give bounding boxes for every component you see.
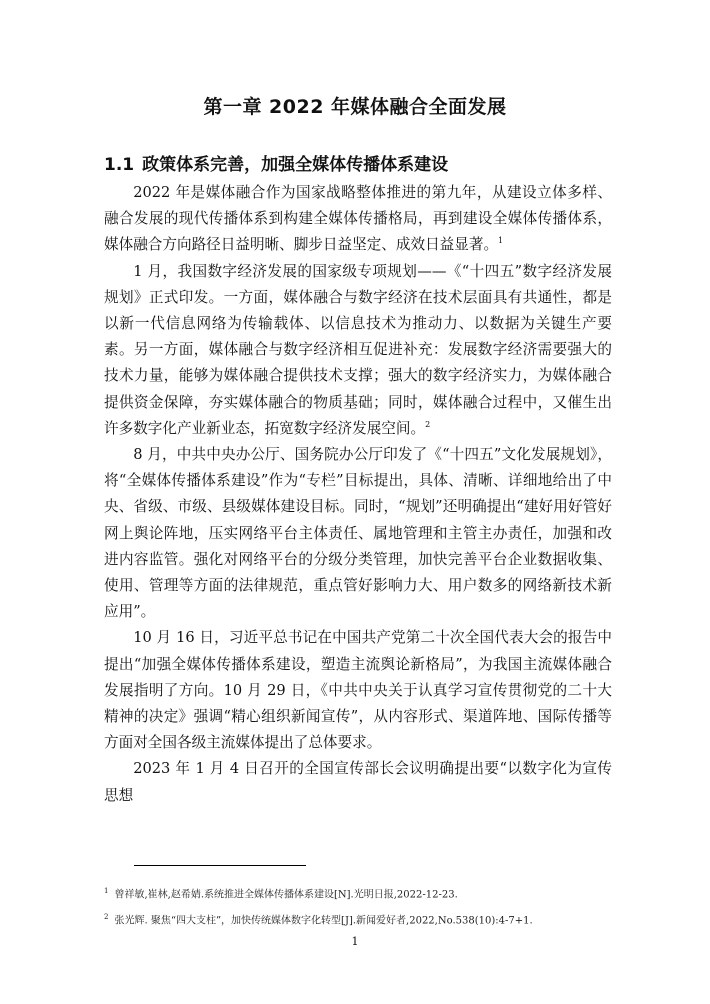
paragraph — [104, 180, 612, 259]
chapter-title: 第一章 2022 年媒体融合全面发展 — [203, 96, 507, 118]
footnote-divider — [134, 865, 306, 866]
footnote — [104, 880, 624, 906]
footnote-text: 曾祥敏,崔林,赵希婧.系统推进全媒体传播体系建设[N].光明日报,2022-12-23. — [114, 889, 458, 901]
paragraph-text: 2023 年 1 月 4 日召开的全国宣传部长会议明确提出要“以数字化为宣传思想 — [104, 760, 612, 804]
paragraph-text: 8 月，中共中央办公厅、国务院办公厅印发了《“十四五”文化发展规划》，将“全媒体传播体系建设”作为“专栏”目标提出，具体、清晰、详细地给出了中央、省级、市级、县级媒体建设目标。同时，“规划”还明确提出“建好用好管好网上舆论阵地，压实网络平台主体责任、属地管理和主管主办责任，加强和改进内容监管。强化对网络平台的分级分类管理，加快完善平台企业数据收集、使用、管理等方面的法律规范，重点管好影响力大、用户数多的网络新技术新应用”。 — [104, 446, 612, 621]
footnote-text: 张光辉. 聚焦“四大支柱”，加快传统媒体数字化转型[J].新闻爱好者,2022,No.538(10):4-7+1. — [114, 915, 533, 927]
section-number: 1.1 — [104, 155, 135, 175]
footnote-ref: 2 — [425, 419, 431, 429]
body-text — [104, 180, 612, 809]
paragraph — [104, 756, 612, 808]
section-title: 政策体系完善，加强全媒体传播体系建设 — [142, 155, 449, 175]
paragraph-text: 1 月，我国数字经济发展的国家级专项规划——《“十四五”数字经济发展规划》正式印发。一方面，媒体融合与数字经济在技术层面具有共通性，都是以新一代信息网络为传输载体、以信息技术为推动力、以数据为关键生产要素。另一方面，媒体融合与数字经济相互促进补充：发展数字经济需要强大的技术力量，能够为媒体融合提供技术支撑；强大的数字经济实力，为媒体融合提供资金保障，夯实媒体融合的物质基础；同时，媒体融合过程中，又催生出许多数字化产业新业态，拓宽数字经济发展空间。 — [104, 262, 612, 437]
footnote-number: 2 — [104, 913, 109, 922]
section-heading — [104, 150, 448, 175]
paragraph — [104, 259, 612, 442]
page-number: 1 — [351, 935, 359, 948]
footnotes — [104, 880, 624, 933]
paragraph — [104, 442, 612, 625]
footnote-ref: 1 — [498, 236, 504, 246]
paragraph-text: 10 月 16 日，习近平总书记在中国共产党第二十次全国代表大会的报告中提出“加强全媒体传播体系建设，塑造主流舆论新格局”，为我国主流媒体融合发展指明了方向。10 月 29 日，《中共中央关于认真学习宣传贯彻党的二十大精神的决定》强调“精心组织新闻宣传”，从内容形式、渠道阵地、国际传播等方面对全国各级主流媒体提出了总体要求。 — [104, 629, 612, 752]
footnote-number: 1 — [104, 887, 109, 895]
paragraph-text: 2022 年是媒体融合作为国家战略整体推进的第九年，从建设立体多样、融合发展的现代传播体系到构建全媒体传播格局，再到建设全媒体传播体系，媒体融合方向路径日益明晰、脚步日益坚定、成效日益显著。 — [104, 184, 612, 254]
footnote — [104, 906, 624, 932]
paragraph — [104, 625, 612, 756]
